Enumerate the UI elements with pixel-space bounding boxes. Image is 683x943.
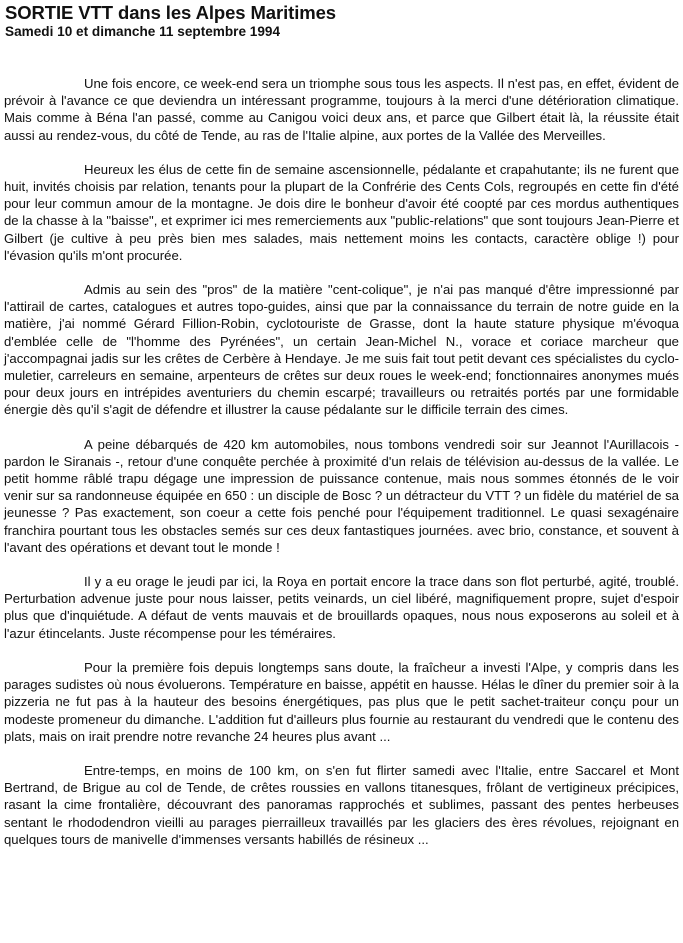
paragraph-4: A peine débarqués de 420 km automobiles, nous tombons vendredi soir sur Jeannot l'Aurillacois - pardon le Siranais -, retour d'une conquête perchée à proximité d'un relais de télévision au-dessus de la vallée. Le petit homme râblé trapu dégage une impression de puissance contenue, mais nous sommes étonnés de le voir venir sur sa randonneuse équipée en 650 : un disciple de Bosc ? un détracteur du VTT ? un fidèle du matériel de sa jeunesse ? Pas exactement, son coeur a cette fois penché pour l'équipement traditionnel. Le quasi sexagénaire franchira pourtant tous les obstacles semés sur ces deux fantastiques journées. avec brio, constance, et souvent à l'avant des opérations et devant tout le monde ! (4, 436, 679, 555)
paragraph-3: Admis au sein des "pros" de la matière "cent-colique", je n'ai pas manqué d'être impressionné par l'attirail de cartes, catalogues et autres topo-guides, ainsi que par la connaissance du terrain de notre guide en la matière, j'ai nommé Gérard Fillion-Robin, cyclotouriste de Grasse, dont la haute stature physique m'évoqua d'emblée celle de "l'homme des Pyrénées", un certain Jean-Michel N., vorace et coriace marcheur que j'accompagnai jadis sur les crêtes de Cerbère à Hendaye. Je me suis fait tout petit devant ces spécialistes du cyclo-muletier, carreleurs en semaine, arpenteurs de crêtes sur deux roues le week-end; fonctionnaires anonymes mués pour deux jours en intrépides aventuriers du chemin escarpé; travailleurs ou retraités portés par une formidable énergie dès qu'il s'agit de défendre et illustrer la cause pédalante sur le difficile terrain des cimes. (4, 282, 679, 418)
paragraph-6: Pour la première fois depuis longtemps sans doute, la fraîcheur a investi l'Alpe, y compris dans les parages sudistes où nous évoluerons. Température en baisse, appétit en hausse. Hélas le dîner du premier soir à la pizzeria ne fut pas à la hauteur des besoins énergétiques, pas plus que le petit sachet-traiteur conçu pour un modeste promeneur du dimanche. L'addition fut d'ailleurs plus fournie au restaurant du vendredi que le contenu des plats, mais on irait prendre notre revanche 24 heures plus avant ... (4, 659, 679, 744)
document-subtitle: Samedi 10 et dimanche 11 septembre 1994 (5, 24, 281, 39)
document-title: SORTIE VTT dans les Alpes Maritimes (5, 2, 336, 23)
paragraph-2: Heureux les élus de cette fin de semaine ascensionnelle, pédalante et crapahutante; ils ne furent que huit, invités choisis par relation, tenants pour la plupart de la Confrérie des Cents Cols, regroupés en cette fin d'été pour leur commun amour de la montagne. Je dois dire le bonheur d'avoir été coopté par ces mordus authentiques de la chasse à la "baisse", et exprimer ici mes remerciements aux "public-relations" que sont toujours Jean-Pierre et Gilbert (je cultive à peu près bien mes salades, mais nettement moins les contacts, caractère oblige !) pour l'évasion qu'ils m'ont procurée. (4, 161, 679, 263)
paragraph-5: Il y a eu orage le jeudi par ici, la Roya en portait encore la trace dans son flot perturbé, agité, troublé. Perturbation advenue juste pour nous laisser, petits veinards, un ciel libéré, magnifiquement propre, sujet d'espoir plus que d'inquiétude. A défaut de vents mauvais et de brouillards opaques, nous nous exposerons au soleil et à l'azur étincelants. Juste récompense pour les téméraires. (4, 574, 679, 641)
paragraph-1: Une fois encore, ce week-end sera un triomphe sous tous les aspects. Il n'est pas, en effet, évident de prévoir à l'avance ce que deviendra un intéressant programme, toujours à la merci d'une détérioration climatique. Mais comme à Béna l'an passé, comme au Canigou voici deux ans, et parce que Gilbert était là, la réussite était aussi au rendez-vous, du côté de Tende, au ras de l'Italie alpine, aux portes de la Vallée des Merveilles. (4, 76, 679, 143)
document-page (4, 0, 679, 848)
paragraph-7: Entre-temps, en moins de 100 km, on s'en fut flirter samedi avec l'Italie, entre Saccarel et Mont Bertrand, de Brigue au col de Tende, de crêtes roussies en vallons titanesques, frôlant de vertigineux précipices, rasant la cime frontalière, découvrant des panoramas rapprochés et sublimes, passant des pentes herbeuses sentant le rhododendron vieilli au parages pierrailleux travaillés par les glaciers des ères révolues, rejoignant en quelques tours de manivelle d'immenses versants habillés de résineux ... (4, 762, 679, 847)
